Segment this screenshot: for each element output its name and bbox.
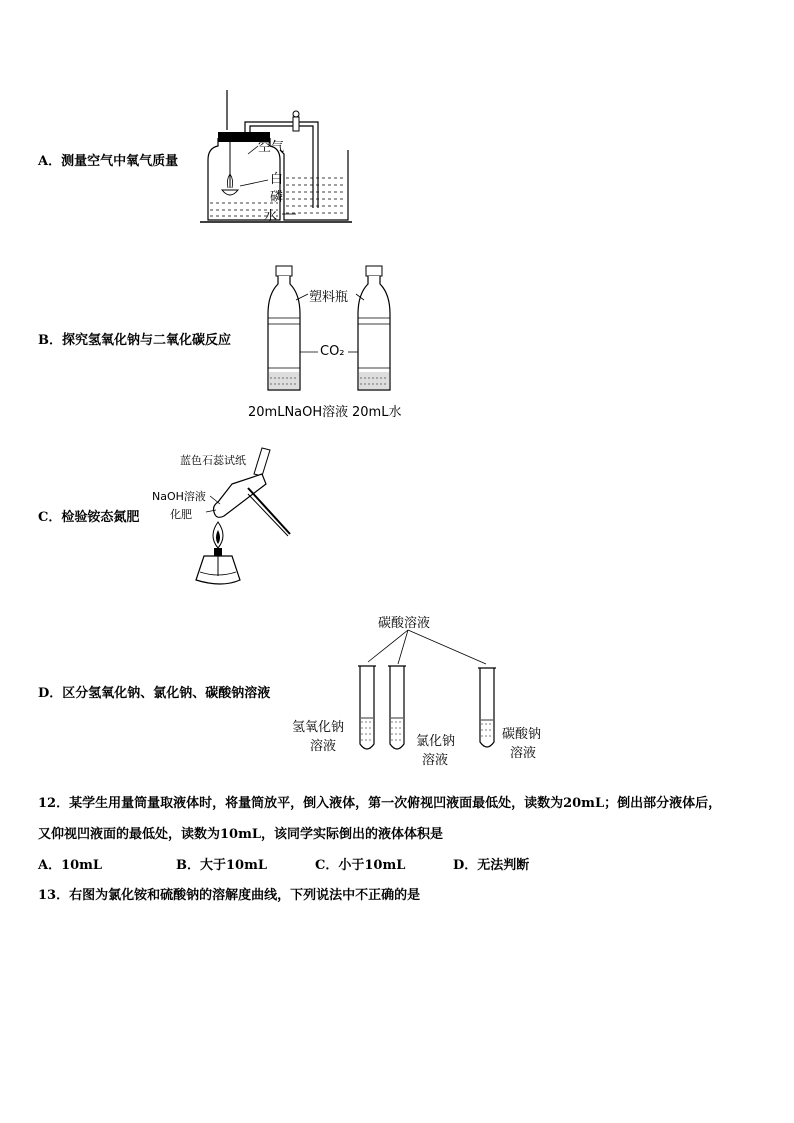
label-nacl-1: 氯化钠 <box>416 734 456 749</box>
label-fertilizer: 化肥 <box>170 508 192 521</box>
label-naoh-solution: 20mLNaOH溶液 <box>248 405 349 420</box>
q12-choice-b: B．大于10mL <box>176 858 267 873</box>
label-water-20ml: 20mL水 <box>352 405 402 420</box>
label-water: 水 <box>264 209 278 224</box>
q12-choice-a: A．10mL <box>38 858 103 873</box>
option-c: C．检验铵态氮肥 <box>38 510 140 525</box>
q12-line2: 又仰视凹液面的最低处，读数为10mL，该同学实际倒出的液体体积是 <box>38 827 443 842</box>
label-phosphorus-2: 磷 <box>270 190 284 205</box>
label-naoh-1: 氢氧化钠 <box>292 720 345 735</box>
figure-a-apparatus <box>200 88 360 228</box>
label-phosphorus-1: 白 <box>270 172 284 187</box>
label-na2co3-1: 碳酸钠 <box>502 727 542 742</box>
figure-b-bottles <box>266 264 396 396</box>
label-naoh-2: 溶液 <box>310 739 337 754</box>
label-plastic-bottle: 塑料瓶 <box>309 290 349 305</box>
option-b: B．探究氢氧化钠与二氧化碳反应 <box>38 333 231 348</box>
option-a: A．测量空气中氧气质量 <box>38 154 179 169</box>
label-na2co3-2: 溶液 <box>510 746 537 761</box>
q13-line1: 13．右图为氯化铵和硫酸钠的溶解度曲线，下列说法中不正确的是 <box>38 888 421 903</box>
label-air: 空气 <box>258 140 285 155</box>
label-nacl-2: 溶液 <box>422 753 449 768</box>
label-co2: CO₂ <box>320 344 345 359</box>
q12-choice-d: D．无法判断 <box>453 858 530 873</box>
q12-line1: 12．某学生用量筒量取液体时，将量筒放平，倒入液体，第一次俯视凹液面最低处，读数为20mL；倒出部分液体后， <box>38 796 722 811</box>
q12-choice-c: C．小于10mL <box>315 858 406 873</box>
label-carbonic-acid: 碳酸溶液 <box>378 616 431 631</box>
option-d: D．区分氢氧化钠、氯化钠、碳酸钠溶液 <box>38 686 271 701</box>
label-naoh: NaOH溶液 <box>152 490 206 503</box>
label-litmus-paper: 蓝色石蕊试纸 <box>180 454 246 467</box>
